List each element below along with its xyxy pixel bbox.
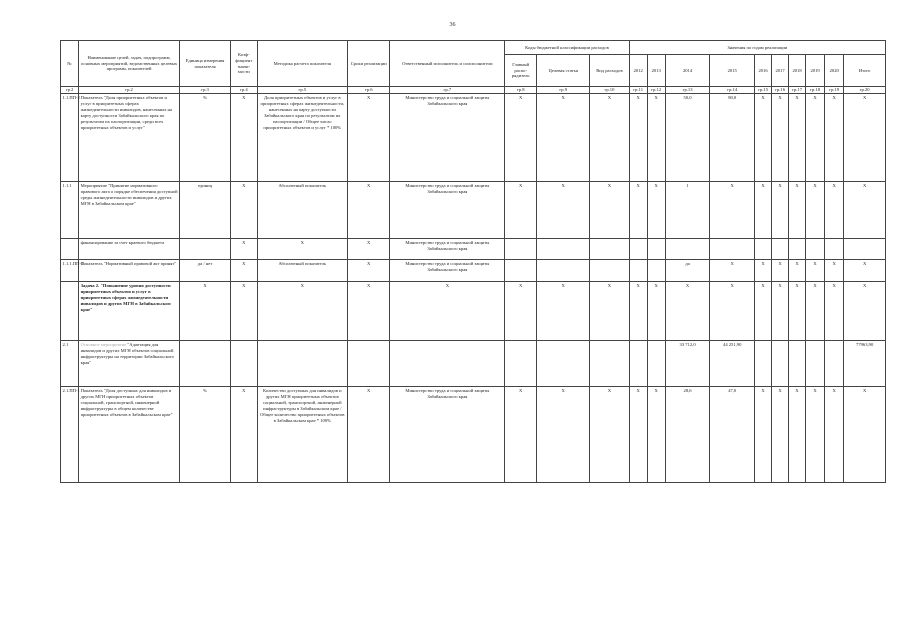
row-year-value (772, 341, 789, 387)
header-year: 2018 (789, 55, 806, 87)
row-name (79, 341, 180, 387)
row-method: Абсолютный показатель (257, 260, 347, 282)
row-executor: Х (390, 282, 505, 341)
row-year-value: Х (806, 387, 825, 483)
row-vr: Х (590, 387, 629, 483)
row-year-value: Х (825, 282, 844, 341)
row-vr: Х (590, 282, 629, 341)
row-year-value: Х (629, 94, 647, 182)
header-unit: Единица измерения показателя (180, 41, 231, 87)
row-year-value (789, 239, 806, 260)
header-year: 2017 (772, 55, 789, 87)
row-year-value: Х (789, 282, 806, 341)
row-number: 1.1.1.ПП-1 (61, 260, 79, 282)
table-row (61, 182, 886, 239)
row-year-value: Х (647, 387, 665, 483)
row-year-value: 50,0 (665, 94, 710, 182)
row-year-value (647, 260, 665, 282)
row-year-value: 1 (665, 182, 710, 239)
table-row (61, 260, 886, 282)
row-terms: Х (347, 239, 390, 260)
row-year-value (755, 341, 772, 387)
column-number: гр.12 (647, 87, 665, 94)
row-cs (537, 260, 590, 282)
row-year-value: 33 712,0 (665, 341, 710, 387)
row-executor: Министерство труда и социальной защиты Забайкальского края (390, 260, 505, 282)
row-coef (231, 341, 258, 387)
task-heading: Задача 2. "Повышение уровня доступности приоритетных объектов и услуг в приоритетных сферах жизнедеятельности инвалидов и других МГН в Забайкальском крае" (79, 282, 180, 341)
row-year-value (806, 341, 825, 387)
row-year-value (710, 239, 755, 260)
row-method: Х (257, 282, 347, 341)
row-coef: Х (231, 239, 258, 260)
row-year-value: Х (647, 94, 665, 182)
column-number: гр.7 (390, 87, 505, 94)
header-year: Итого (844, 55, 886, 87)
row-year-value: Х (789, 182, 806, 239)
column-number: гр.17 (789, 87, 806, 94)
row-year-value: Х (844, 94, 886, 182)
row-year-value: да (665, 260, 710, 282)
column-number: гр.2 (79, 87, 180, 94)
column-number: гр.16 (772, 87, 789, 94)
row-year-value: Х (844, 260, 886, 282)
row-year-value (825, 341, 844, 387)
header-cs: Целевая статья (537, 55, 590, 87)
row-unit: Х (180, 282, 231, 341)
row-year-value: Х (844, 387, 886, 483)
row-year-value (647, 341, 665, 387)
row-cs: Х (537, 387, 590, 483)
row-gr (505, 239, 537, 260)
row-year-value (629, 341, 647, 387)
row-year-value: 28,6 (665, 387, 710, 483)
row-coef: Х (231, 182, 258, 239)
row-year-value: Х (772, 282, 789, 341)
column-number: гр.19 (825, 87, 844, 94)
row-unit: да / нет (180, 260, 231, 282)
row-executor: Министерство труда и социальной защиты Забайкальского края (390, 94, 505, 182)
row-year-value: Х (825, 94, 844, 182)
header-vr: Вид расходов (590, 55, 629, 87)
page-number: 36 (449, 22, 456, 28)
row-year-value: Х (789, 94, 806, 182)
row-executor (390, 341, 505, 387)
row-method: Абсолютный показатель (257, 182, 347, 239)
column-number: гр.18 (806, 87, 825, 94)
row-year-value: Х (755, 387, 772, 483)
row-number: 2.1 (61, 341, 79, 387)
row-coef: Х (231, 282, 258, 341)
row-name: Мероприятие "Принятие нормативного правового акта о порядке обеспечения доступной среды жизнедеятельности инвалидов и других МГН в Забайкальском крае" (79, 182, 180, 239)
row-year-value: Х (825, 182, 844, 239)
row-year-value (647, 239, 665, 260)
column-number: гр.8 (505, 87, 537, 94)
header-year: 2015 (710, 55, 755, 87)
row-year-value: Х (647, 182, 665, 239)
row-cs: Х (537, 282, 590, 341)
row-year-value: Х (710, 282, 755, 341)
row-year-value: 44 251,90 (710, 341, 755, 387)
header-year: 2013 (647, 55, 665, 87)
column-number: гр.9 (537, 87, 590, 94)
program-indicators-table (60, 40, 886, 483)
row-year-value: Х (806, 94, 825, 182)
row-year-value: Х (772, 182, 789, 239)
column-number: гр.2 (61, 87, 79, 94)
row-number: 1.1.ПП-2 (61, 94, 79, 182)
row-year-value (755, 239, 772, 260)
header-terms: Сроки реализации (347, 41, 390, 87)
row-method: Х (257, 239, 347, 260)
column-number: гр.20 (844, 87, 886, 94)
row-unit (180, 341, 231, 387)
row-coef: Х (231, 260, 258, 282)
row-year-value: Х (806, 282, 825, 341)
row-cs: Х (537, 182, 590, 239)
row-year-value: Х (755, 282, 772, 341)
row-year-value (825, 239, 844, 260)
row-unit: единиц (180, 182, 231, 239)
column-number: гр.10 (590, 87, 629, 94)
row-vr (590, 260, 629, 282)
row-executor: Министерство труда и социальной защиты Забайкальского края (390, 182, 505, 239)
header-coef: Коэф-фициент значи-мости (231, 41, 258, 87)
row-year-value (844, 239, 886, 260)
header-bcc: Коды бюджетной классификации расходов (505, 41, 629, 55)
row-number: 2.1.ПП-1 (61, 387, 79, 483)
row-terms: Х (347, 260, 390, 282)
row-terms: Х (347, 387, 390, 483)
row-year-value: Х (772, 94, 789, 182)
table-row (61, 94, 886, 182)
row-year-value (629, 260, 647, 282)
row-terms: Х (347, 94, 390, 182)
column-number: гр.14 (710, 87, 755, 94)
table-row (61, 282, 886, 341)
row-year-value: Х (755, 94, 772, 182)
header-values: Значения по годам реализации (629, 41, 885, 55)
row-cs (537, 341, 590, 387)
column-number: гр.5 (257, 87, 347, 94)
row-year-value: Х (710, 260, 755, 282)
row-gr (505, 341, 537, 387)
header-method: Методика расчета показателя (257, 41, 347, 87)
row-terms (347, 341, 390, 387)
row-gr: Х (505, 94, 537, 182)
row-year-value (806, 239, 825, 260)
column-number: гр.15 (755, 87, 772, 94)
row-year-value: Х (825, 387, 844, 483)
row-vr (590, 239, 629, 260)
row-year-value: Х (710, 182, 755, 239)
column-number: гр.4 (231, 87, 258, 94)
row-year-value (772, 239, 789, 260)
row-year-value: 77963,90 (844, 341, 886, 387)
row-year-value: 80,0 (710, 94, 755, 182)
row-year-value: Х (755, 182, 772, 239)
row-year-value: Х (629, 387, 647, 483)
row-terms: Х (347, 182, 390, 239)
header-year: 2014 (665, 55, 710, 87)
header-name: Наименование целей, задач, подпрограмм, основных мероприятий, ведомственных целевых программ, показателей (79, 41, 180, 87)
row-name: финансирование за счет краевого бюджета (79, 239, 180, 260)
row-coef: Х (231, 387, 258, 483)
row-number (61, 239, 79, 260)
row-year-value: Х (665, 282, 710, 341)
header-year: 2019 (806, 55, 825, 87)
row-year-value: Х (647, 282, 665, 341)
row-method: Количество доступных для инвалидов и других МГН приоритетных объектов социальной, транспортной, инженерной инфраструктуры в Забайкальском крае / Общее количество приоритетных объектов в Забайкальском крае * 100% (257, 387, 347, 483)
row-year-value: Х (844, 282, 886, 341)
row-year-value: Х (825, 260, 844, 282)
row-year-value: Х (806, 182, 825, 239)
column-number: гр.3 (180, 87, 231, 94)
row-method (257, 341, 347, 387)
row-terms: Х (347, 282, 390, 341)
header-no: № (61, 41, 79, 87)
row-year-value: Х (772, 387, 789, 483)
row-gr: Х (505, 282, 537, 341)
table-row (61, 239, 886, 260)
row-name: Показатель "Нормативный правовой акт принят" (79, 260, 180, 282)
row-year-value: Х (789, 260, 806, 282)
row-method: Доля приоритетных объектов и услуг в приоритетных сферах жизнедеятельности, нанесенных на карту доступности Забайкальского края по результатам их паспортизации / Общее число приоритетных объектов и услуг * 100% (257, 94, 347, 182)
header-executor: Ответственный исполнитель и соисполнители (390, 41, 505, 87)
row-year-value (629, 239, 647, 260)
row-unit: % (180, 387, 231, 483)
column-number: гр.11 (629, 87, 647, 94)
row-executor: Министерство труда и социальной защиты Забайкальского края (390, 387, 505, 483)
row-unit (180, 239, 231, 260)
row-year-value: Х (629, 282, 647, 341)
row-cs (537, 239, 590, 260)
row-name-faded: Основное мероприятие (80, 342, 127, 347)
row-year-value (665, 239, 710, 260)
table-row (61, 341, 886, 387)
column-number: гр.6 (347, 87, 390, 94)
row-unit: % (180, 94, 231, 182)
row-year-value: Х (844, 182, 886, 239)
row-name-text: "Адаптация для инвалидов и других МГН объектов социальной инфраструктуры на территории Забайкальского края" (80, 342, 174, 365)
column-number: гр.13 (665, 87, 710, 94)
row-gr: Х (505, 182, 537, 239)
row-year-value (789, 341, 806, 387)
row-number: 1.1.1 (61, 182, 79, 239)
header-year: 2012 (629, 55, 647, 87)
row-cs: Х (537, 94, 590, 182)
row-number (61, 282, 79, 341)
row-year-value: Х (772, 260, 789, 282)
row-year-value: Х (629, 182, 647, 239)
table-row (61, 387, 886, 483)
row-gr (505, 260, 537, 282)
row-executor: Министерство труда и социальной защиты Забайкальского края (390, 239, 505, 260)
row-vr: Х (590, 94, 629, 182)
header-year: 2020 (825, 55, 844, 87)
header-gr: Главный распо-рядитель (505, 55, 537, 87)
row-vr: Х (590, 182, 629, 239)
row-year-value: Х (806, 260, 825, 282)
row-coef: Х (231, 94, 258, 182)
row-year-value: Х (755, 260, 772, 282)
row-gr: Х (505, 387, 537, 483)
row-vr (590, 341, 629, 387)
row-year-value: Х (789, 387, 806, 483)
row-name: Показатель "Доля приоритетных объектов и услуг в приоритетных сферах жизнедеятельности инвалидов, нанесенных на карту доступности Забайкальского края по результатам их паспортизации, среди всех приоритетных объектов и услуг" (79, 94, 180, 182)
header-year: 2016 (755, 55, 772, 87)
row-name: Показатель "Доля доступных для инвалидов и других МГН приоритетных объектов социальной, транспортной, инженерной инфраструктуры в общем количестве приоритетных объектов в Забайкальском крае" (79, 387, 180, 483)
row-year-value: 47,0 (710, 387, 755, 483)
